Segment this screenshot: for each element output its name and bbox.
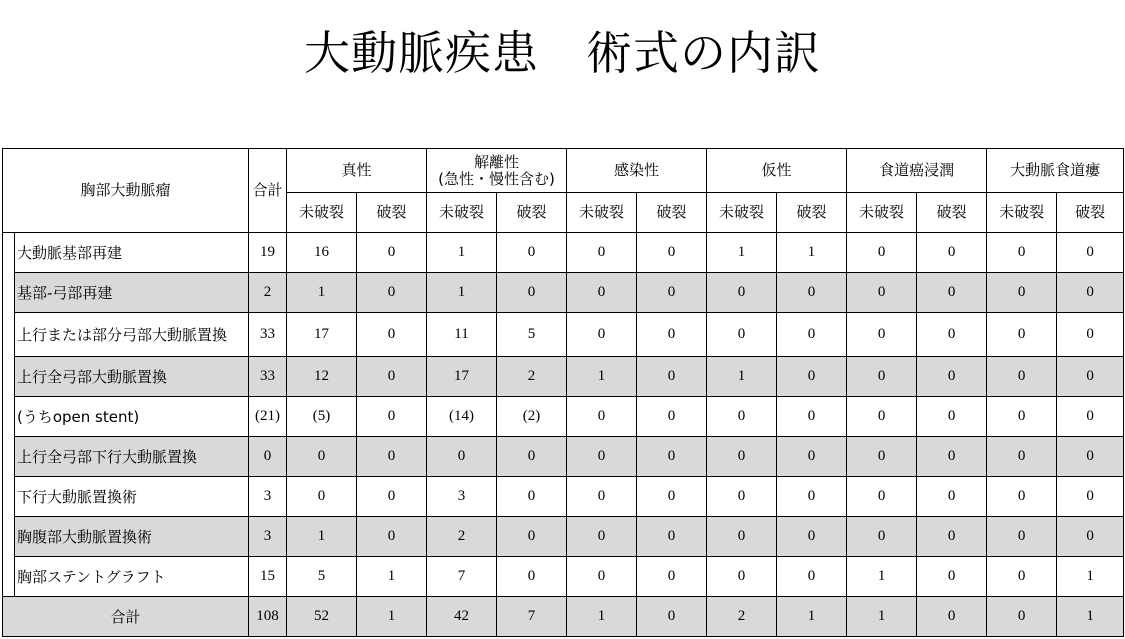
ruptured-cell: 0 [497, 437, 567, 477]
row-label: 胸腹部大動脈置換術 [15, 517, 249, 557]
row-label: 上行全弓部大動脈置換 [15, 357, 249, 397]
ruptured-cell: 0 [357, 397, 427, 437]
ruptured-cell: 0 [1057, 273, 1124, 313]
ruptured-cell: 0 [357, 477, 427, 517]
ruptured-cell: 0 [357, 357, 427, 397]
unruptured-cell: 0 [707, 557, 777, 597]
ruptured-cell: 0 [497, 477, 567, 517]
ruptured-cell: 0 [497, 233, 567, 273]
unruptured-cell: 0 [707, 313, 777, 357]
unruptured-cell: 0 [987, 397, 1057, 437]
subheader-unruptured: 未破裂 [287, 193, 357, 233]
ruptured-cell: 0 [637, 397, 707, 437]
unruptured-cell: 0 [847, 437, 917, 477]
subheader-unruptured: 未破裂 [707, 193, 777, 233]
unruptured-cell: 0 [987, 273, 1057, 313]
row-label: 胸部ステントグラフト [15, 557, 249, 597]
unruptured-cell: 0 [567, 273, 637, 313]
ruptured-cell: 0 [637, 357, 707, 397]
ruptured-cell: 0 [357, 273, 427, 313]
ruptured-cell: 0 [497, 517, 567, 557]
table-row [3, 357, 1124, 397]
unruptured-cell: 0 [567, 233, 637, 273]
indent-cell [3, 557, 15, 597]
ruptured-cell: 0 [777, 437, 847, 477]
ruptured-cell: (2) [497, 397, 567, 437]
ruptured-cell: 0 [637, 557, 707, 597]
ruptured-cell: 0 [637, 437, 707, 477]
unruptured-cell: 1 [287, 273, 357, 313]
ruptured-cell: 0 [497, 557, 567, 597]
unruptured-cell: 0 [567, 557, 637, 597]
table-row [3, 557, 1124, 597]
row-total-cell: 33 [249, 313, 287, 357]
table-row [3, 273, 1124, 313]
ruptured-cell: 0 [637, 233, 707, 273]
ruptured-cell: 0 [777, 557, 847, 597]
unruptured-cell: 1 [427, 233, 497, 273]
row-label: 下行大動脈置換術 [15, 477, 249, 517]
ruptured-cell: 1 [777, 233, 847, 273]
indent-cell [3, 233, 15, 273]
unruptured-cell: 0 [847, 517, 917, 557]
surgery-breakdown-table [2, 148, 1124, 637]
unruptured-cell: 0 [987, 557, 1057, 597]
total-header: 合計 [249, 149, 287, 233]
indent-cell [3, 273, 15, 313]
ruptured-cell: 0 [917, 233, 987, 273]
ruptured-cell: 0 [917, 437, 987, 477]
subheader-ruptured: 破裂 [637, 193, 707, 233]
ruptured-cell: 0 [777, 357, 847, 397]
group-header: 仮性 [707, 149, 847, 193]
unruptured-cell: 0 [707, 397, 777, 437]
subheader-unruptured: 未破裂 [567, 193, 637, 233]
unruptured-cell: 0 [567, 517, 637, 557]
unruptured-cell: 2 [427, 517, 497, 557]
unruptured-cell: 52 [287, 597, 357, 637]
ruptured-cell: 0 [1057, 517, 1124, 557]
unruptured-cell: 0 [707, 517, 777, 557]
row-label: 基部-弓部再建 [15, 273, 249, 313]
row-label: (うちopen stent) [15, 397, 249, 437]
unruptured-cell: 5 [287, 557, 357, 597]
ruptured-cell: 0 [917, 357, 987, 397]
ruptured-cell: 2 [497, 357, 567, 397]
table-row [3, 397, 1124, 437]
unruptured-cell: 1 [287, 517, 357, 557]
ruptured-cell: 7 [497, 597, 567, 637]
ruptured-cell: 0 [357, 233, 427, 273]
ruptured-cell: 0 [777, 397, 847, 437]
ruptured-cell: 0 [917, 597, 987, 637]
unruptured-cell: 0 [847, 273, 917, 313]
subheader-unruptured: 未破裂 [427, 193, 497, 233]
subheader-ruptured: 破裂 [357, 193, 427, 233]
unruptured-cell: 1 [707, 357, 777, 397]
ruptured-cell: 1 [357, 557, 427, 597]
ruptured-cell: 0 [1057, 233, 1124, 273]
unruptured-cell: 1 [847, 597, 917, 637]
row-label: 大動脈基部再建 [15, 233, 249, 273]
row-total-cell: 15 [249, 557, 287, 597]
unruptured-cell: 7 [427, 557, 497, 597]
unruptured-cell: 0 [987, 357, 1057, 397]
unruptured-cell: 1 [707, 233, 777, 273]
unruptured-cell: (14) [427, 397, 497, 437]
ruptured-cell: 0 [1057, 397, 1124, 437]
unruptured-cell: 2 [707, 597, 777, 637]
unruptured-cell: 0 [427, 437, 497, 477]
unruptured-cell: 16 [287, 233, 357, 273]
indent-cell [3, 397, 15, 437]
unruptured-cell: 17 [287, 313, 357, 357]
group-header: 大動脈食道瘻 [987, 149, 1124, 193]
ruptured-cell: 0 [777, 517, 847, 557]
total-row-label: 合計 [3, 597, 249, 637]
ruptured-cell: 0 [917, 273, 987, 313]
row-label: 上行または部分弓部大動脈置換 [15, 313, 249, 357]
ruptured-cell: 0 [637, 273, 707, 313]
ruptured-cell: 0 [637, 313, 707, 357]
unruptured-cell: 0 [287, 437, 357, 477]
unruptured-cell: 0 [707, 273, 777, 313]
ruptured-cell: 5 [497, 313, 567, 357]
ruptured-cell: 0 [777, 313, 847, 357]
unruptured-cell: 0 [847, 313, 917, 357]
unruptured-cell: 0 [567, 313, 637, 357]
ruptured-cell: 0 [1057, 437, 1124, 477]
unruptured-cell: 1 [427, 273, 497, 313]
unruptured-cell: 0 [287, 477, 357, 517]
group-header: 食道癌浸潤 [847, 149, 987, 193]
row-total-cell: (21) [249, 397, 287, 437]
indent-cell [3, 477, 15, 517]
unruptured-cell: 0 [847, 233, 917, 273]
unruptured-cell: 0 [847, 357, 917, 397]
unruptured-cell: 0 [567, 397, 637, 437]
subheader-ruptured: 破裂 [777, 193, 847, 233]
unruptured-cell: 1 [847, 557, 917, 597]
table-row [3, 477, 1124, 517]
ruptured-cell: 1 [777, 597, 847, 637]
unruptured-cell: 0 [987, 233, 1057, 273]
unruptured-cell: 0 [707, 477, 777, 517]
table-row [3, 233, 1124, 273]
ruptured-cell: 1 [357, 597, 427, 637]
subheader-unruptured: 未破裂 [847, 193, 917, 233]
unruptured-cell: 3 [427, 477, 497, 517]
group-header: 真性 [287, 149, 427, 193]
unruptured-cell: 0 [847, 397, 917, 437]
indent-cell [3, 313, 15, 357]
subheader-ruptured: 破裂 [917, 193, 987, 233]
unruptured-cell: 1 [567, 357, 637, 397]
total-row [3, 597, 1124, 637]
table-row [3, 517, 1124, 557]
indent-cell [3, 517, 15, 557]
ruptured-cell: 0 [357, 313, 427, 357]
corner-header: 胸部大動脈瘤 [3, 149, 249, 233]
ruptured-cell: 0 [917, 517, 987, 557]
unruptured-cell: 0 [987, 597, 1057, 637]
ruptured-cell: 0 [637, 477, 707, 517]
row-total-cell: 0 [249, 437, 287, 477]
unruptured-cell: 0 [567, 477, 637, 517]
ruptured-cell: 0 [1057, 357, 1124, 397]
unruptured-cell: 0 [987, 313, 1057, 357]
ruptured-cell: 1 [1057, 557, 1124, 597]
unruptured-cell: 12 [287, 357, 357, 397]
unruptured-cell: 1 [567, 597, 637, 637]
indent-cell [3, 357, 15, 397]
ruptured-cell: 0 [777, 477, 847, 517]
group-header: 解離性 (急性・慢性含む) [427, 149, 567, 193]
subheader-ruptured: 破裂 [497, 193, 567, 233]
row-total-cell: 3 [249, 517, 287, 557]
ruptured-cell: 0 [777, 273, 847, 313]
ruptured-cell: 0 [357, 517, 427, 557]
unruptured-cell: 0 [987, 437, 1057, 477]
unruptured-cell: 0 [987, 477, 1057, 517]
row-total-cell: 2 [249, 273, 287, 313]
ruptured-cell: 1 [1057, 597, 1124, 637]
unruptured-cell: (5) [287, 397, 357, 437]
indent-cell [3, 437, 15, 477]
ruptured-cell: 0 [357, 437, 427, 477]
unruptured-cell: 11 [427, 313, 497, 357]
row-total-cell: 33 [249, 357, 287, 397]
group-header: 感染性 [567, 149, 707, 193]
subheader-unruptured: 未破裂 [987, 193, 1057, 233]
ruptured-cell: 0 [637, 597, 707, 637]
table-row [3, 437, 1124, 477]
ruptured-cell: 0 [637, 517, 707, 557]
ruptured-cell: 0 [917, 477, 987, 517]
ruptured-cell: 0 [917, 313, 987, 357]
row-total-cell: 108 [249, 597, 287, 637]
unruptured-cell: 0 [567, 437, 637, 477]
unruptured-cell: 42 [427, 597, 497, 637]
row-label: 上行全弓部下行大動脈置換 [15, 437, 249, 477]
ruptured-cell: 0 [1057, 477, 1124, 517]
unruptured-cell: 0 [847, 477, 917, 517]
row-total-cell: 19 [249, 233, 287, 273]
unruptured-cell: 17 [427, 357, 497, 397]
ruptured-cell: 0 [497, 273, 567, 313]
unruptured-cell: 0 [707, 437, 777, 477]
row-total-cell: 3 [249, 477, 287, 517]
page-title: 大動脈疾患 術式の内訳 [304, 26, 821, 80]
ruptured-cell: 0 [917, 397, 987, 437]
ruptured-cell: 0 [917, 557, 987, 597]
table-row [3, 313, 1124, 357]
ruptured-cell: 0 [1057, 313, 1124, 357]
unruptured-cell: 0 [987, 517, 1057, 557]
subheader-ruptured: 破裂 [1057, 193, 1124, 233]
